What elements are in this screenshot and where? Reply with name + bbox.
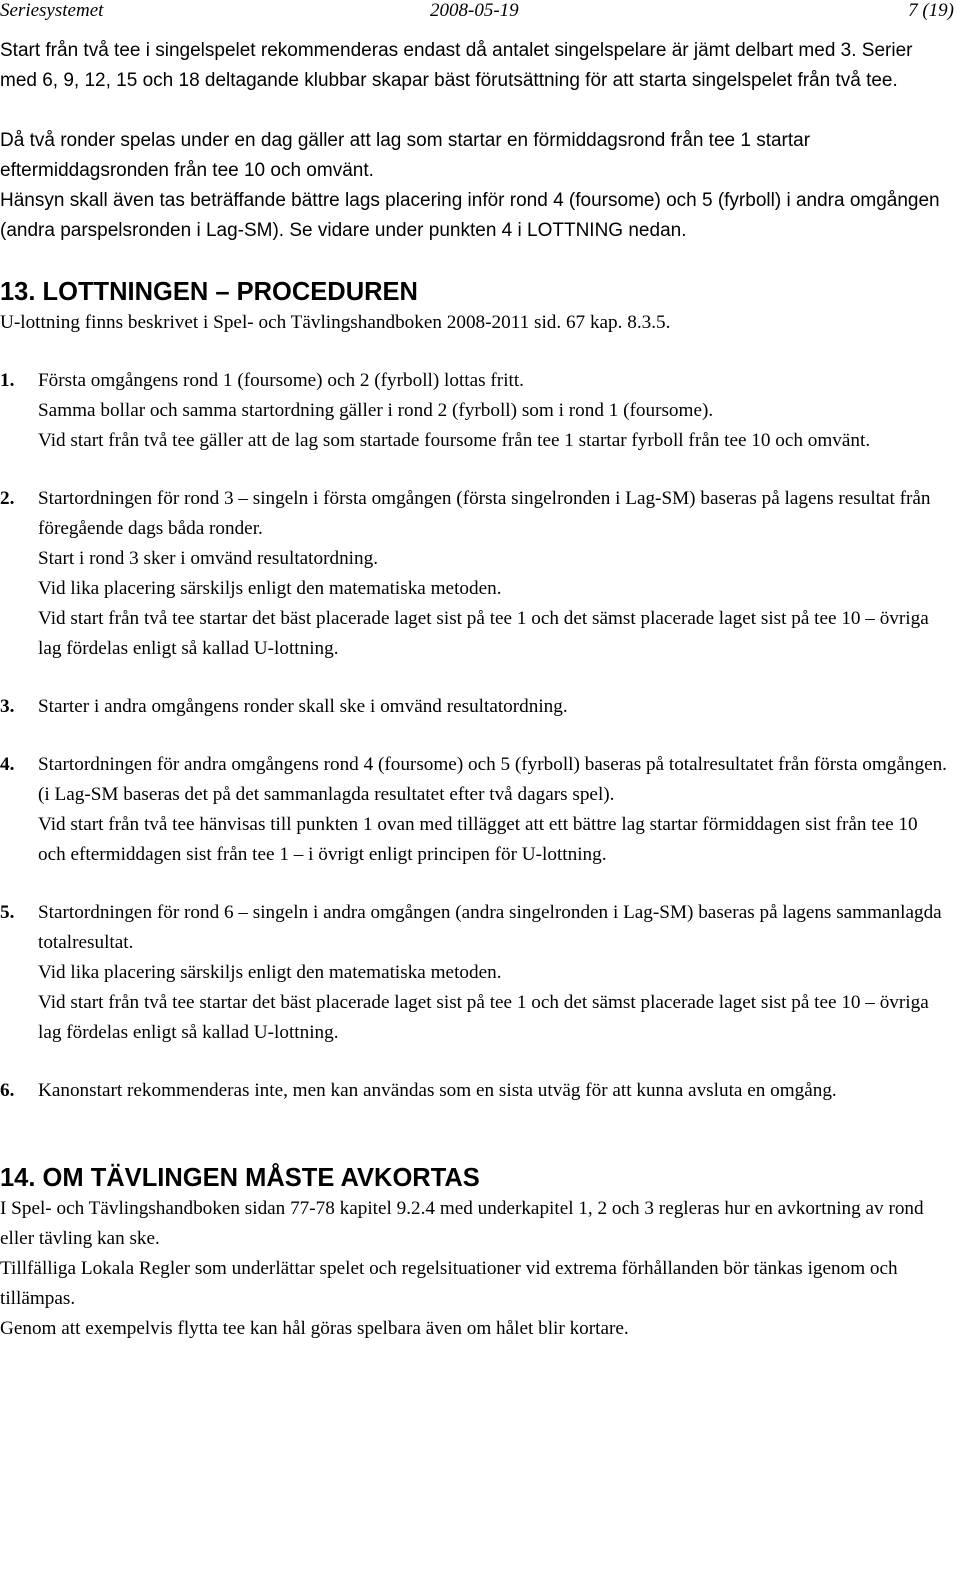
list-item-line: Vid start från två tee gäller att de lag som startade foursome från tee 1 startar fyrboll från tee 10 och omvänt. [38,430,871,451]
list-item-number: 2. [0,488,15,509]
list-item-body [38,366,950,456]
list-item-line: Startordningen för rond 3 – singeln i första omgången (första singelronden i Lag-SM) baseras på lagens resultat från föregående dags båda ronder. [38,488,931,539]
list-item-line: Samma bollar och samma startordning gäller i rond 2 (fyrboll) som i rond 1 (foursome). [38,400,714,421]
section-14-heading: 14. OM TÄVLINGEN MÅSTE AVKORTAS [0,1164,480,1192]
intro-paragraph-1: Start från två tee i singelspelet rekommenderas endast då antalet singelspelare är jämt delbart med 3. Serier med 6, 9, 12, 15 och 18 deltagande klubbar skapar bäst förutsättning för att starta singelspelet från två tee. [0,40,913,91]
list-item [0,692,950,722]
intro-paragraph-2: Då två ronder spelas under en dag gäller att lag som startar en förmiddagsrond från tee 1 startar eftermiddagsronden från tee 10 och omvänt. [0,130,811,181]
list-item [0,484,950,664]
list-item-body [38,692,950,722]
section-14-line: Tillfälliga Lokala Regler som underlättar spelet och regelsituationer vid extrema förhållanden bör tänkas igenom och tillämpas. [0,1258,898,1309]
page-body [0,36,950,1344]
list-item-body [38,898,950,1048]
list-item-number: 4. [0,754,15,775]
list-item-body [38,1076,950,1106]
intro-paragraph-3: Hänsyn skall även tas beträffande bättre lags placering inför rond 4 (foursome) och 5 (fyrboll) i andra omgången (andra parspelsronden i Lag-SM). Se vidare under punkten 4 i LOTTNING nedan. [0,190,940,241]
page-header [0,0,960,24]
list-item-number: 6. [0,1080,15,1101]
page-number: 7 (19) [908,0,954,21]
list-item-body [38,484,950,664]
list-item-line: Starter i andra omgångens ronder skall ske i omvänd resultatordning. [38,696,568,717]
list-item-line: Vid start från två tee startar det bäst placerade laget sist på tee 1 och det sämst placerade laget sist på tee 10 – övriga lag fördelas enligt så kallad U-lottning. [38,608,929,659]
list-item [0,898,950,1048]
list-item-number: 3. [0,696,15,717]
section-14-line: Genom att exempelvis flytta tee kan hål göras spelbara även om hålet blir kortare. [0,1318,629,1339]
list-item-line: Vid start från två tee hänvisas till punkten 1 ovan med tillägget att ett bättre lag startar förmiddagen sist från tee 10 och eftermiddagen sist från tee 1 – i övrigt enligt principen för U-lottning. [38,814,918,865]
list-item [0,366,950,456]
list-item-line: Startordningen för andra omgångens rond 4 (foursome) och 5 (fyrboll) baseras på totalresultatet från första omgången. (i Lag-SM baseras det på det sammanlagda resultatet efter två dagars spel). [38,754,947,805]
section-14-line: I Spel- och Tävlingshandboken sidan 77-78 kapitel 9.2.4 med underkapitel 1, 2 och 3 regleras hur en avkortning av rond eller tävling kan ske. [0,1198,924,1249]
list-item [0,1076,950,1106]
list-item-line: Första omgångens rond 1 (foursome) och 2 (fyrboll) lottas fritt. [38,370,524,391]
list-item [0,750,950,870]
section-13-heading: 13. LOTTNINGEN – PROCEDUREN [0,278,418,306]
list-item-line: Kanonstart rekommenderas inte, men kan användas som en sista utväg för att kunna avsluta en omgång. [38,1080,837,1101]
list-item-number: 1. [0,370,15,391]
list-item-line: Startordningen för rond 6 – singeln i andra omgången (andra singelronden i Lag-SM) baseras på lagens sammanlagda totalresultat. [38,902,942,953]
section-13-list [0,366,950,1106]
list-item-line: Start i rond 3 sker i omvänd resultatordning. [38,548,378,569]
list-item-line: Vid start från två tee startar det bäst placerade laget sist på tee 1 och det sämst placerade laget sist på tee 10 – övriga lag fördelas enligt så kallad U-lottning. [38,992,929,1043]
list-item-line: Vid lika placering särskiljs enligt den matematiska metoden. [38,578,502,599]
list-item-body [38,750,950,870]
list-item-number: 5. [0,902,15,923]
document-date: 2008-05-19 [430,0,519,21]
document-title: Seriesystemet [0,0,104,21]
list-item-line: Vid lika placering särskiljs enligt den matematiska metoden. [38,962,502,983]
section-13-lead: U-lottning finns beskrivet i Spel- och Tävlingshandboken 2008-2011 sid. 67 kap. 8.3.5. [0,312,671,333]
